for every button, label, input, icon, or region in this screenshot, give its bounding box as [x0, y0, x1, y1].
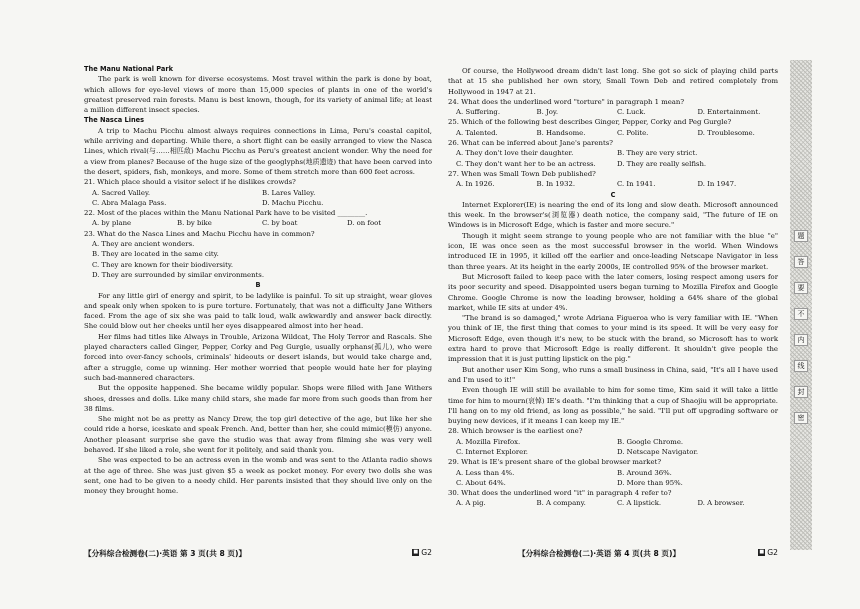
- question-24: 24. What does the underlined word "torture" in paragraph 1 mean?: [448, 97, 685, 106]
- question-25-options: [448, 128, 778, 138]
- option: C. by boat: [262, 219, 298, 228]
- option: D. Troublesome.: [697, 128, 755, 137]
- option: A. In 1926.: [456, 180, 495, 189]
- passage-c-paragraph-6: Even though IE will still be available to him for some time, Kim said it will take a little time for him to mourn(哀悼) IE's death. "I'm thinking that a cup of Shaojiu will be appropriate. I'll hang on to my old friend, as long as possible," he said. "I'll put off upgrading software or buying new devices, if it means I can keep my IE.": [448, 386, 778, 426]
- question-26: 26. What can be inferred about Jane's parents?: [448, 139, 613, 148]
- option: D. Machu Picchu.: [262, 198, 324, 207]
- strip-label: 密: [794, 412, 808, 424]
- option: C. Luck.: [617, 108, 646, 117]
- question-21-options: [84, 188, 432, 209]
- option: D. They are really selfish.: [617, 159, 707, 168]
- option: B. They are located in the same city.: [92, 250, 219, 259]
- passage-b-paragraph-4: She might not be as pretty as Nancy Drew, the top girl detective of the age, but like her she could ride a horse, iceskate and speak French. And, better than her, she could mimic(模仿) anyone. Another pleasant surprise she gave the studio was that away from filming she was very well behaved. If she liked a role, she went for it politely, and said thank you.: [84, 415, 432, 454]
- passage-b-paragraph-3: But the opposite happened. She became wildly popular. Shops were filled with Jane Withers shoes, dresses and dolls. Like many child stars, she made far more from such goods than from her 38 films.: [84, 384, 432, 413]
- question-23-options: [84, 239, 432, 280]
- footer-code: [758, 548, 778, 557]
- option: D. Netscape Navigator.: [617, 447, 699, 456]
- footer-text: 【分科综合检测卷(二)·英语 第 4 页(共 8 页)】: [518, 549, 681, 558]
- passage-b-paragraph-2: Her films had titles like Always in Trouble, Arizona Wildcat, The Holy Terror and Rascals. She played characters called Ginger, Pepper, Corky and Peg Gurgle, usually orphans(孤儿), who were forced into over-fancy schools, criminals' hideouts or desert islands, but would take charge and, after a struggle, come up winning. Her mother worried that people would hate her for playing such bad-mannered characters.: [84, 332, 432, 382]
- passage-c-paragraph-2: Though it might seem strange to young people who are not familiar with the blue "e" icon, IE was once seen as the most successful browser in the world. When Windows introduced IE in 1995, it killed off the earlier and once-leading Netscape Navigator in less than three years. At its height in the early 2000s, IE controlled 95% of the browser market.: [448, 231, 778, 271]
- passage-c-paragraph-1: Internet Explorer(IE) is nearing the end of its long and slow death. Microsoft announced this week. In the browser's(浏览器) death notice, the company said, "The future of IE on Windows is in Microsoft Edge, which is faster and more secure.": [448, 200, 778, 230]
- question-30: 30. What does the underlined word "it" in paragraph 4 refer to?: [448, 489, 672, 498]
- question-22-options: [84, 218, 432, 228]
- option: D. A browser.: [697, 499, 745, 508]
- option: B. A company.: [536, 499, 586, 508]
- option: B. Google Chrome.: [617, 437, 684, 446]
- section-heading-b: B: [255, 281, 261, 290]
- option: B. Lares Valley.: [262, 188, 316, 197]
- question-27: 27. When was Small Town Deb published?: [448, 169, 596, 178]
- passage-c-paragraph-4: "The brand is so damaged," wrote Adriana Figueroa who is very familiar with IE. "When you think of IE, the first thing that comes to your mind is its speed. It will be very easy for Microsoft Edge, even though it's new, to be stuck with the brand, so Microsoft has to work extra hard to prove that Microsoft Edge is really different. It shouldn't give people the impression that it is just putting lipstick on the pig.": [448, 314, 778, 364]
- option: B. Joy.: [536, 108, 559, 117]
- option: D. on foot: [347, 219, 382, 228]
- section-heading-c: C: [610, 190, 616, 199]
- option: C. Internet Explorer.: [456, 447, 528, 456]
- option: C. Polite.: [617, 128, 649, 137]
- option: C. In 1941.: [617, 180, 656, 189]
- question-30-options: [448, 498, 778, 508]
- option: A. Mozilla Firefox.: [456, 437, 521, 446]
- option: A. Sacred Valley.: [92, 188, 151, 197]
- option: D. Entertainment.: [697, 108, 761, 117]
- barcode-icon: ■: [759, 549, 765, 555]
- option: C. Abra Malaga Pass.: [92, 198, 167, 207]
- option: C. They are known for their biodiversity.: [92, 260, 234, 269]
- strip-label: 题: [794, 230, 808, 242]
- question-29-options: [448, 468, 778, 489]
- question-21: 21. Which place should a visitor select if he dislikes crowds?: [84, 178, 296, 187]
- binding-margin-labels: [794, 230, 808, 424]
- footer-text: 【分科综合检测卷(二)·英语 第 3 页(共 8 页)】: [84, 549, 247, 558]
- strip-label: 答: [794, 256, 808, 268]
- option: D. In 1947.: [697, 180, 737, 189]
- question-22: 22. Most of the places within the Manu National Park have to be visited ________.: [84, 209, 368, 218]
- question-25: 25. Which of the following best describes Ginger, Pepper, Corky and Peg Gurgle?: [448, 118, 732, 127]
- question-28: 28. Which browser is the earliest one?: [448, 427, 583, 436]
- barcode-icon: ■: [413, 549, 419, 555]
- strip-label: 不: [794, 308, 808, 320]
- passage-a-paragraph-nasca: A trip to Machu Picchu almost always requires connections in Lima, Peru's coastal capitol, while arriving and departing. While there, a short flight can be easily arranged to view the Nasca Lines, which rival(与……相匹敌) Machu Picchu as Peru's greatest ancient wonder. Why the need for a view from planes? Because of the huge size of the geoglyphs(地质遗迹) that have been carved into the desert, spiders, fish, monkeys, and more. Some of them stretch more than 600 feet across.: [84, 126, 432, 176]
- left-page: [84, 64, 432, 496]
- passage-a-paragraph-manu: The park is well known for diverse ecosystems. Most travel within the park is done by boat, which allows for eye-level views of more than 15,000 species of plants in one of the world's greatest preserved rain forests. Manu is best known, though, for its variety of animal life; at least a million different insect species.: [84, 75, 432, 115]
- option: A. Suffering.: [456, 108, 501, 117]
- right-page: [448, 66, 778, 509]
- option: A. They are ancient wonders.: [92, 240, 195, 249]
- option: C. They don't want her to be an actress.: [456, 159, 596, 168]
- footer-code-text: G2: [421, 548, 432, 557]
- question-24-options: [448, 107, 778, 117]
- option: B. by bike: [177, 219, 212, 228]
- question-26-options: [448, 148, 778, 169]
- passage-b-paragraph-5: She was expected to be an actress even in the womb and was sent to the Atlanta radio shows at the age of three. She was just given $5 a week as pocket money. For every two dolls she was sent, one had to be given to a needy child. Her parents insisted that they should live only on the money they brought home.: [84, 456, 432, 496]
- option: A. They don't love their daughter.: [456, 149, 574, 158]
- question-28-options: [448, 437, 778, 458]
- question-27-options: [448, 179, 778, 189]
- option: B. Handsome.: [536, 128, 586, 137]
- option: B. In 1932.: [536, 180, 576, 189]
- option: C. About 64%.: [456, 478, 506, 487]
- option: A. A pig.: [456, 499, 486, 508]
- option: A. by plane: [92, 219, 132, 228]
- option: A. Talented.: [456, 128, 498, 137]
- footer-code: [412, 548, 432, 557]
- option: D. They are surrounded by similar environments.: [92, 270, 265, 279]
- question-23: 23. What do the Nasca Lines and Machu Picchu have in common?: [84, 229, 315, 238]
- passage-c-paragraph-5: But another user Kim Song, who runs a small business in China, said, "It's all I have used and I'm used to it!": [448, 365, 778, 384]
- strip-label: 封: [794, 386, 808, 398]
- option: A. Less than 4%.: [456, 468, 515, 477]
- passage-c-paragraph-3: But Microsoft failed to keep pace with the later comers, losing respect among users for its poor security and speed. Disappointed users began turning to Mozilla Firefox and Google Chrome. Google Chrome is now the leading browser, holding a 64% share of the global market, while IE sits at under 4%.: [448, 272, 778, 312]
- strip-label: 要: [794, 282, 808, 294]
- passage-a-title-manu: The Manu National Park: [84, 65, 174, 73]
- passage-b-paragraph-6: Of course, the Hollywood dream didn't last long. She got so sick of playing child parts that at 15 she published her own story, Small Town Deb and retired completely from Hollywood in 1947 at 21.: [448, 67, 778, 96]
- strip-label: 线: [794, 360, 808, 372]
- footer-code-text: G2: [767, 548, 778, 557]
- option: D. More than 95%.: [617, 478, 683, 487]
- strip-label: 内: [794, 334, 808, 346]
- passage-a-title-nasca: The Nasca Lines: [84, 116, 145, 125]
- question-29: 29. What is IE's present share of the global browser market?: [448, 458, 662, 467]
- option: B. They are very strict.: [617, 149, 698, 158]
- option: C. A lipstick.: [617, 499, 662, 508]
- passage-b-paragraph-1: For any little girl of energy and spirit, to be ladylike is painful. To sit up straight, wear gloves and speak only when spoken to is pure torture. Fortunately, that was not a difficulty Jane Withers faced. From the age of six she was paid to talk loud, walk awkwardly and answer back directly. She could blow out her cheeks until her eyes disappeared almost into her head.: [84, 291, 432, 331]
- option: B. Around 36%.: [617, 468, 672, 477]
